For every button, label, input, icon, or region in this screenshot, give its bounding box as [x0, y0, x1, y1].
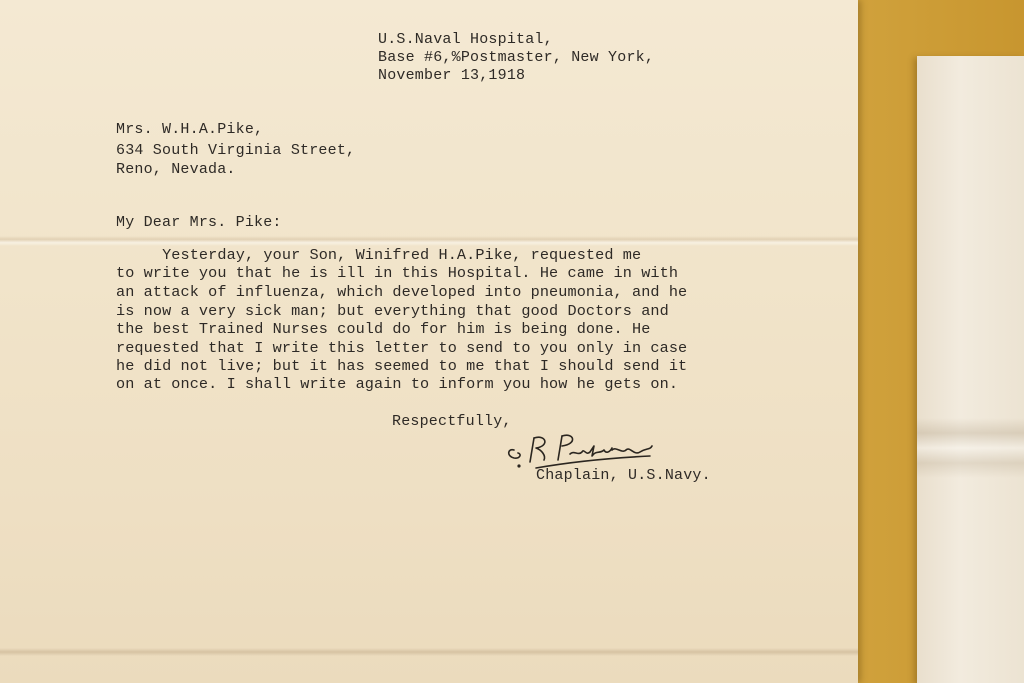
body-line: requested that I write this letter to send to you only in case	[116, 339, 688, 357]
body-line: an attack of influenza, which developed into pneumonia, and he	[116, 283, 688, 301]
header-date: November 13,1918	[378, 67, 526, 84]
body-line: to write you that he is ill in this Hospital. He came in with	[116, 264, 679, 282]
header-line-2: Base #6,%Postmaster, New York,	[378, 49, 655, 66]
body-line: the best Trained Nurses could do for him is being done. He	[116, 320, 651, 338]
recipient-street: 634 South Virginia Street,	[116, 142, 356, 159]
recipient-city: Reno, Nevada.	[116, 161, 236, 178]
salutation: My Dear Mrs. Pike:	[116, 214, 282, 231]
body-line: on at once. I shall write again to inform you how he gets on.	[116, 375, 679, 393]
adjacent-document	[917, 56, 1024, 683]
header-line-1: U.S.Naval Hospital,	[378, 31, 553, 48]
recipient-name: Mrs. W.H.A.Pike,	[116, 121, 264, 138]
adjacent-document-crease	[917, 418, 1024, 478]
body-line: Yesterday, your Son, Winifred H.A.Pike, requested me	[116, 246, 642, 264]
closing: Respectfully,	[392, 413, 512, 430]
signature-title: Chaplain, U.S.Navy.	[536, 467, 711, 484]
paper-fold	[0, 236, 858, 246]
paper-fold-bottom	[0, 648, 858, 656]
body-line: he did not live; but it has seemed to me that I should send it	[116, 357, 688, 375]
body-line: is now a very sick man; but everything that good Doctors and	[116, 302, 669, 320]
